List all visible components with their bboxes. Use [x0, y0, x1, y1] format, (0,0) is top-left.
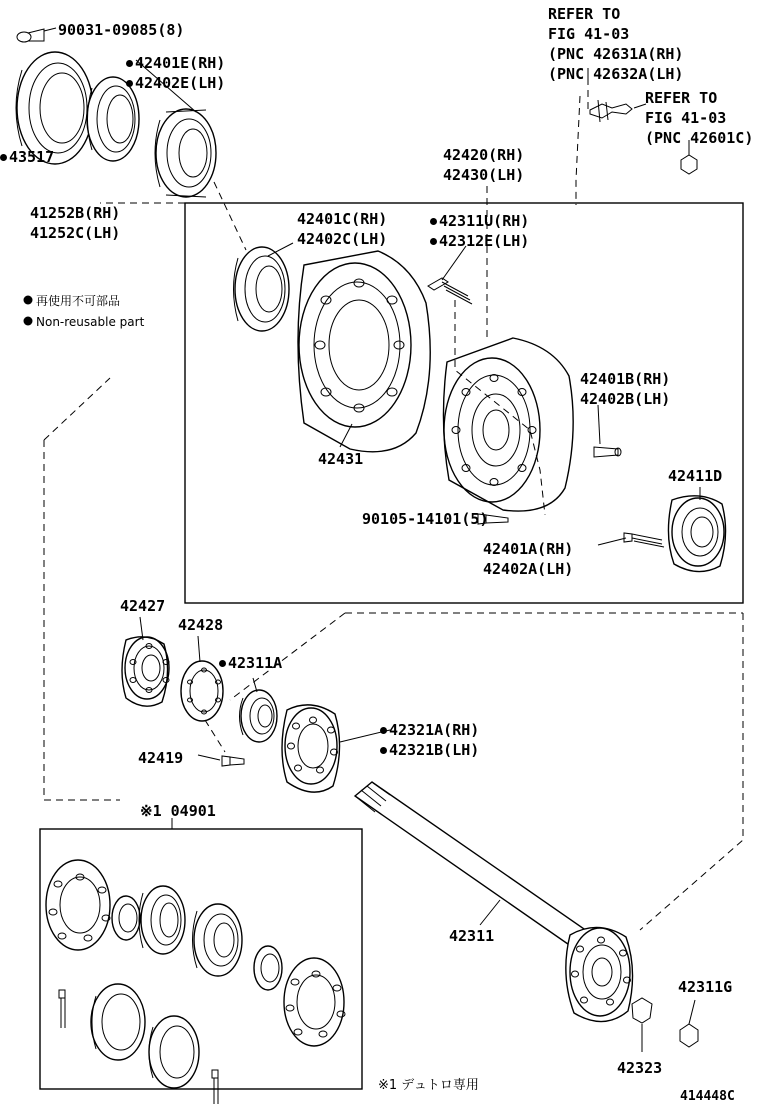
part-42420-axle-hub — [443, 338, 573, 511]
dashed-lower-region-2 — [44, 620, 120, 800]
part-label-l8 — [548, 26, 629, 43]
part-label-l24 — [362, 511, 488, 528]
part-label-text: 90031-09085(8) — [58, 21, 185, 39]
part-label-text: 42401A(RH) — [483, 540, 574, 558]
part-label-text: 42312E(LH) — [439, 232, 530, 250]
part-label-text: (PNC 42601C) — [645, 129, 754, 147]
part-42428-lock-washer — [181, 661, 223, 721]
part-label-text: 42428 — [178, 616, 224, 634]
part-label-l4 — [0, 149, 54, 166]
part-label-l2 — [126, 55, 225, 72]
part-label-text: 42401E(RH) — [135, 54, 226, 72]
part-42321-flange — [282, 705, 340, 792]
part-label-text: 42402C(LH) — [297, 230, 388, 248]
leader-42401E — [214, 182, 246, 250]
non-reusable-dot-icon — [430, 238, 437, 245]
part-42311-axle-shaft — [355, 782, 633, 1022]
part-label-text: 42430(LH) — [443, 166, 525, 184]
part-label-text: 42427 — [120, 597, 166, 615]
part-label-l23 — [318, 451, 363, 468]
part-label-l18 — [430, 213, 529, 230]
part-42311A-bearing — [240, 690, 278, 742]
part-label-l32 — [380, 742, 479, 759]
part-label-l1 — [58, 22, 184, 39]
part-42401B-bolt — [594, 447, 621, 457]
part-label-text: 42321A(RH) — [389, 721, 480, 739]
part-label-l36 — [617, 1060, 662, 1077]
part-label-l30 — [138, 750, 183, 767]
non-reusable-dot-icon — [219, 660, 226, 667]
part-label-l29 — [219, 655, 282, 672]
part-label-text: REFER TO — [548, 5, 621, 23]
part-label-l3 — [126, 75, 225, 92]
part-label-text: 42419 — [138, 749, 184, 767]
part-42323-plug — [632, 998, 652, 1052]
part-label-l11 — [645, 90, 717, 107]
figure-code: 414448C — [680, 1089, 735, 1104]
part-label-text: 42321B(LH) — [389, 741, 480, 759]
part-label-l7 — [548, 6, 620, 23]
part-label-l10 — [548, 66, 683, 83]
non-reusable-dot-icon — [126, 60, 133, 67]
part-label-l19 — [430, 233, 529, 250]
part-label-l25 — [483, 541, 573, 558]
non-reusable-dot-icon — [430, 218, 437, 225]
part-label-l16 — [297, 211, 387, 228]
part-90031-09085 — [17, 28, 56, 42]
part-label-l27 — [120, 598, 165, 615]
part-42419-bolt — [222, 756, 244, 766]
part-label-text: REFER TO — [645, 89, 718, 107]
part-label-text: 42431 — [318, 450, 364, 468]
part-label-l17 — [297, 231, 387, 248]
part-label-l14 — [443, 147, 524, 164]
part-label-text: (PNC 42631A(RH) — [548, 45, 684, 63]
part-label-text: 42402B(LH) — [580, 390, 671, 408]
part-label-text: 42401B(RH) — [580, 370, 671, 388]
part-label-l21 — [580, 391, 670, 408]
part-label-text: 41252C(LH) — [30, 224, 121, 242]
part-42401E-bearing — [155, 109, 216, 197]
part-42431-brake-drum — [298, 251, 430, 452]
part-label-text: 42420(RH) — [443, 146, 525, 164]
part-label-text: 42311G — [678, 978, 733, 996]
part-label-text: 42411D — [668, 467, 723, 485]
leader-refer-top — [576, 78, 588, 205]
non-reusable-dot-icon — [126, 80, 133, 87]
part-label-text: 42311A — [228, 654, 283, 672]
part-label-l28 — [178, 617, 223, 634]
part-label-text: 42311 — [449, 927, 495, 945]
part-label-text: (PNC 42632A(LH) — [548, 65, 684, 83]
part-label-l13 — [645, 130, 753, 147]
legend-jp: 再使用不可部品 — [36, 294, 121, 308]
part-label-l33 — [140, 803, 216, 820]
part-42411D-hub-cap — [668, 496, 725, 572]
dashed-right-vert — [640, 613, 743, 930]
part-label-l26 — [483, 561, 573, 578]
part-label-text: 42402E(LH) — [135, 74, 226, 92]
part-42427-ring — [122, 637, 169, 706]
part-label-text: 43517 — [9, 148, 55, 166]
part-label-text: 42401C(RH) — [297, 210, 388, 228]
part-42311G-nut — [680, 1000, 698, 1047]
footnote: ※1 デュトロ専用 — [378, 1078, 479, 1093]
part-label-l22 — [668, 468, 722, 485]
part-42311U-stud — [428, 278, 472, 304]
part-label-l6 — [30, 225, 120, 242]
part-label-l5 — [30, 205, 120, 222]
part-42601C-nut — [681, 150, 697, 174]
part-label-l15 — [443, 167, 524, 184]
part-label-l35 — [678, 979, 732, 996]
part-42401A-stud — [624, 533, 664, 547]
part-label-text: FIG 41-03 — [548, 25, 630, 43]
non-reusable-dot-icon — [380, 727, 387, 734]
part-42401C-bearing — [234, 247, 290, 331]
legend-en: Non-reusable part — [36, 315, 145, 329]
part-label-text: ※1 04901 — [140, 802, 216, 820]
kit-contents — [46, 860, 345, 1104]
part-label-l12 — [645, 110, 726, 127]
dashed-diagonal-main — [230, 613, 743, 700]
part-label-text: 42311U(RH) — [439, 212, 530, 230]
part-label-text: 41252B(RH) — [30, 204, 121, 222]
leader-42428 — [205, 720, 225, 752]
part-label-text: 90105-14101(5) — [362, 510, 489, 528]
part-label-l9 — [548, 46, 683, 63]
part-label-l20 — [580, 371, 670, 388]
part-label-text: 42402A(LH) — [483, 560, 574, 578]
non-reusable-dot-icon — [380, 747, 387, 754]
part-label-text: 42323 — [617, 1059, 663, 1077]
dashed-lower-region — [44, 203, 185, 620]
part-label-l31 — [380, 722, 479, 739]
part-label-l34 — [449, 928, 494, 945]
part-42631-shaft — [590, 100, 646, 122]
non-reusable-dot-icon — [0, 154, 7, 161]
part-label-text: FIG 41-03 — [645, 109, 727, 127]
